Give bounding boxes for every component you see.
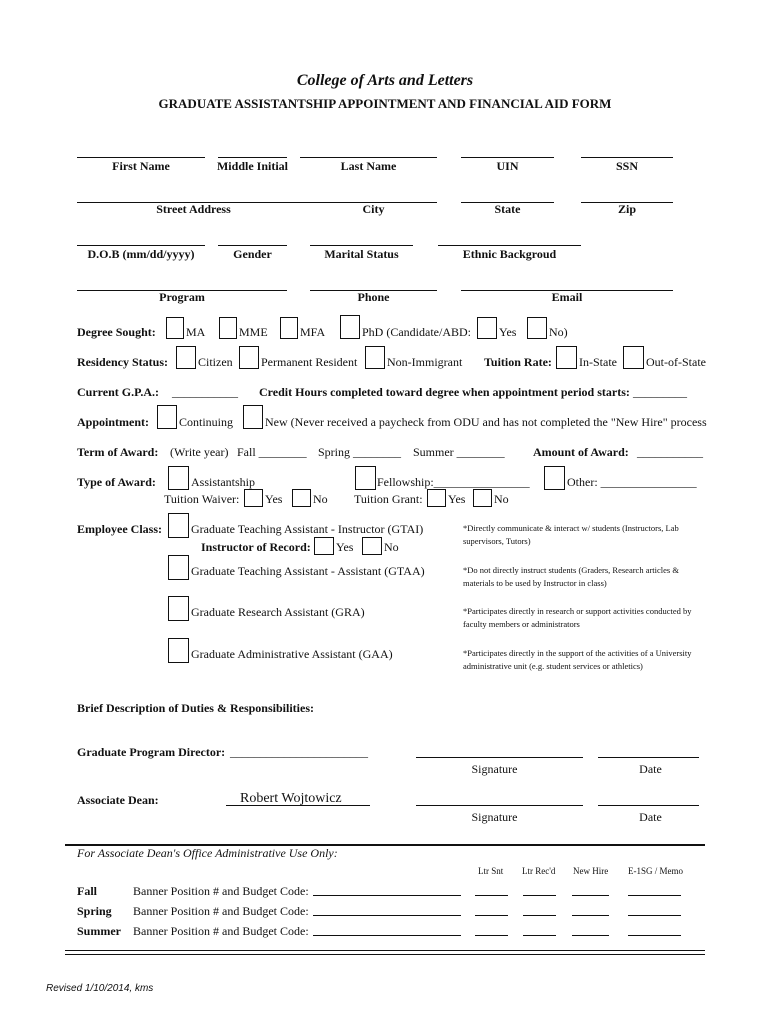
in-state-label: In-State bbox=[579, 355, 617, 369]
non-immigrant-label: Non-Immigrant bbox=[387, 355, 463, 369]
col-ltr-recd: Ltr Rec'd bbox=[522, 866, 556, 876]
budget-code-field[interactable] bbox=[313, 915, 461, 916]
summer-field[interactable]: Summer ________ bbox=[413, 445, 505, 459]
new-hire-field[interactable] bbox=[572, 935, 609, 936]
phd-yes-label: Yes bbox=[499, 325, 517, 339]
director-date-field[interactable] bbox=[598, 757, 699, 758]
ltr-recd-field[interactable] bbox=[523, 935, 556, 936]
dean-date-label: Date bbox=[639, 810, 662, 824]
marital-label: Marital Status bbox=[324, 247, 399, 261]
ltr-recd-field[interactable] bbox=[523, 915, 556, 916]
ltr-recd-field[interactable] bbox=[523, 895, 556, 896]
grant-no-checkbox[interactable] bbox=[473, 489, 492, 507]
ltr-snt-field[interactable] bbox=[475, 895, 508, 896]
other-checkbox[interactable] bbox=[544, 466, 565, 490]
gra-label: Graduate Research Assistant (GRA) bbox=[191, 605, 365, 619]
college-title: College of Arts and Letters bbox=[296, 72, 474, 89]
uin-label: UIN bbox=[496, 159, 519, 173]
director-signature-label: Signature bbox=[471, 762, 518, 776]
memo-field[interactable] bbox=[628, 915, 681, 916]
gtai-checkbox[interactable] bbox=[168, 513, 189, 538]
assistantship-checkbox[interactable] bbox=[168, 466, 189, 490]
award-type-label: Type of Award: bbox=[77, 475, 156, 489]
budget-code-field[interactable] bbox=[313, 895, 461, 896]
citizen-checkbox[interactable] bbox=[176, 346, 196, 369]
memo-field[interactable] bbox=[628, 895, 681, 896]
admin-divider-bottom-2 bbox=[65, 954, 705, 955]
admin-term-label: Summer bbox=[77, 924, 121, 938]
uin-field[interactable] bbox=[461, 157, 554, 158]
col-ltr-snt: Ltr Snt bbox=[478, 866, 504, 876]
dob-field[interactable] bbox=[77, 245, 205, 246]
waiver-label: Tuition Waiver: bbox=[164, 492, 240, 506]
continuing-checkbox[interactable] bbox=[157, 405, 177, 429]
director-label: Graduate Program Director: bbox=[77, 745, 226, 759]
phone-label: Phone bbox=[357, 290, 390, 304]
dean-name-underline bbox=[226, 805, 370, 806]
appointment-label: Appointment: bbox=[77, 415, 150, 429]
phd-label: PhD (Candidate/ABD: bbox=[362, 325, 471, 339]
street-label: Street Address bbox=[156, 202, 231, 216]
dob-label: D.O.B (mm/dd/yyyy) bbox=[87, 247, 195, 261]
new-hire-field[interactable] bbox=[572, 895, 609, 896]
waiver-yes-checkbox[interactable] bbox=[244, 489, 263, 507]
new-label: New (Never received a paycheck from ODU and has not completed the "New Hire" process bbox=[265, 415, 707, 429]
ethnic-label: Ethnic Backgroud bbox=[462, 247, 557, 261]
admin-heading: For Associate Dean's Office Administrative Use Only: bbox=[77, 846, 338, 860]
col-memo: E-1SG / Memo bbox=[628, 866, 683, 876]
program-label: Program bbox=[159, 290, 205, 304]
mfa-checkbox[interactable] bbox=[280, 317, 298, 339]
gtaa-checkbox[interactable] bbox=[168, 555, 189, 580]
non-immigrant-checkbox[interactable] bbox=[365, 346, 385, 369]
record-label: Instructor of Record: bbox=[201, 540, 311, 554]
continuing-label: Continuing bbox=[179, 415, 234, 429]
marital-field[interactable] bbox=[310, 245, 413, 246]
mfa-label: MFA bbox=[300, 325, 326, 339]
revised-note: Revised 1/10/2014, kms bbox=[46, 983, 154, 994]
record-yes-label: Yes bbox=[336, 540, 354, 554]
city-label: City bbox=[362, 202, 385, 216]
degree-label: Degree Sought: bbox=[77, 325, 156, 339]
out-state-checkbox[interactable] bbox=[623, 346, 644, 369]
phd-checkbox[interactable] bbox=[340, 315, 360, 339]
residency-label: Residency Status: bbox=[77, 355, 169, 369]
dean-signature-label: Signature bbox=[471, 810, 518, 824]
tuition-rate-label: Tuition Rate: bbox=[484, 355, 552, 369]
gra-note: *Participates directly in research or support activities conducted by faculty members or administrators bbox=[463, 606, 692, 629]
waiver-no-checkbox[interactable] bbox=[292, 489, 311, 507]
dean-name: Robert Wojtowicz bbox=[240, 791, 342, 806]
ma-label: MA bbox=[186, 325, 206, 339]
gpa-field[interactable]: ___________ bbox=[172, 385, 238, 399]
gtai-note: *Directly communicate & interact w/ students (Instructors, Lab supervisors, Tutors) bbox=[463, 523, 679, 546]
gender-field[interactable] bbox=[218, 245, 287, 246]
credit-hours-field[interactable]: _________ bbox=[633, 385, 687, 399]
email-label: Email bbox=[551, 290, 583, 304]
ssn-label: SSN bbox=[615, 159, 638, 173]
spring-field[interactable]: Spring ________ bbox=[318, 445, 402, 459]
grant-yes-label: Yes bbox=[448, 492, 466, 506]
admin-budget-label: Banner Position # and Budget Code: bbox=[133, 884, 309, 898]
zip-label: Zip bbox=[617, 202, 636, 216]
first-name-label: First Name bbox=[112, 159, 170, 173]
waiver-no-label: No bbox=[313, 492, 328, 506]
director-signature-field[interactable] bbox=[416, 757, 583, 758]
record-no-checkbox[interactable] bbox=[362, 537, 382, 555]
amount-field[interactable]: ___________ bbox=[637, 445, 703, 459]
phd-yes-checkbox[interactable] bbox=[477, 317, 497, 339]
grant-no-label: No bbox=[494, 492, 509, 506]
director-date-label: Date bbox=[639, 762, 662, 776]
gpa-label: Current G.P.A.: bbox=[77, 385, 159, 399]
record-yes-checkbox[interactable] bbox=[314, 537, 334, 555]
new-checkbox[interactable] bbox=[243, 405, 263, 429]
last-name-label: Last Name bbox=[340, 159, 397, 173]
in-state-checkbox[interactable] bbox=[556, 346, 577, 369]
other-label: Other: ________________ bbox=[567, 475, 697, 489]
write-year-label: (Write year) bbox=[170, 445, 229, 459]
admin-budget-label: Banner Position # and Budget Code: bbox=[133, 924, 309, 938]
ltr-snt-field[interactable] bbox=[475, 935, 508, 936]
grant-label: Tuition Grant: bbox=[354, 492, 423, 506]
budget-code-field[interactable] bbox=[313, 935, 461, 936]
amount-label: Amount of Award: bbox=[533, 445, 629, 459]
grant-yes-checkbox[interactable] bbox=[427, 489, 446, 507]
phd-no-label: No) bbox=[549, 325, 568, 339]
gaa-label: Graduate Administrative Assistant (GAA) bbox=[191, 647, 393, 661]
permanent-checkbox[interactable] bbox=[239, 346, 259, 369]
gaa-checkbox[interactable] bbox=[168, 638, 189, 663]
waiver-yes-label: Yes bbox=[265, 492, 283, 506]
duties-label: Brief Description of Duties & Responsibilities: bbox=[77, 701, 314, 715]
ethnic-field[interactable] bbox=[438, 245, 581, 246]
admin-budget-label: Banner Position # and Budget Code: bbox=[133, 904, 309, 918]
fall-field[interactable]: Fall ________ bbox=[237, 445, 307, 459]
record-no-label: No bbox=[384, 540, 399, 554]
fellowship-label: Fellowship:________________ bbox=[377, 475, 530, 489]
director-name-field[interactable]: _______________________ bbox=[230, 745, 368, 759]
middle-initial-field[interactable] bbox=[218, 157, 287, 158]
citizen-label: Citizen bbox=[198, 355, 233, 369]
gtaa-note: *Do not directly instruct students (Graders, Research articles & materials to be used by Instructor in class) bbox=[463, 565, 679, 588]
ltr-snt-field[interactable] bbox=[475, 915, 508, 916]
dean-signature-field[interactable] bbox=[416, 805, 583, 806]
admin-divider-bottom-1 bbox=[65, 950, 705, 951]
gender-label: Gender bbox=[233, 247, 272, 261]
phd-no-checkbox[interactable] bbox=[527, 317, 547, 339]
form-title: GRADUATE ASSISTANTSHIP APPOINTMENT AND FINANCIAL AID FORM bbox=[158, 96, 612, 111]
permanent-label: Permanent Resident bbox=[261, 355, 358, 369]
out-state-label: Out-of-State bbox=[646, 355, 706, 369]
dean-label: Associate Dean: bbox=[77, 793, 159, 807]
first-name-field[interactable] bbox=[77, 157, 205, 158]
ssn-field[interactable] bbox=[581, 157, 673, 158]
gra-checkbox[interactable] bbox=[168, 596, 189, 621]
gtaa-label: Graduate Teaching Assistant - Assistant (GTAA) bbox=[191, 564, 425, 578]
memo-field[interactable] bbox=[628, 935, 681, 936]
assistantship-label: Assistantship bbox=[191, 475, 256, 489]
middle-initial-label: Middle Initial bbox=[216, 159, 288, 173]
last-name-field[interactable] bbox=[300, 157, 437, 158]
gaa-note: *Participates directly in the support of the activities of a University administrative unit (e.g. student services or athletics) bbox=[463, 648, 692, 671]
fellowship-checkbox[interactable] bbox=[355, 466, 376, 490]
mme-label: MME bbox=[239, 325, 268, 339]
admin-term-label: Fall bbox=[77, 884, 97, 898]
admin-term-label: Spring bbox=[77, 904, 112, 918]
credit-hours-label: Credit Hours completed toward degree when appointment period starts: bbox=[259, 385, 630, 399]
state-label: State bbox=[494, 202, 521, 216]
gtai-label: Graduate Teaching Assistant - Instructor (GTAI) bbox=[191, 522, 424, 536]
term-label: Term of Award: bbox=[77, 445, 159, 459]
new-hire-field[interactable] bbox=[572, 915, 609, 916]
col-new-hire: New Hire bbox=[573, 866, 609, 876]
employee-class-label: Employee Class: bbox=[77, 522, 162, 536]
mme-checkbox[interactable] bbox=[219, 317, 237, 339]
ma-checkbox[interactable] bbox=[166, 317, 184, 339]
dean-date-field[interactable] bbox=[598, 805, 699, 806]
